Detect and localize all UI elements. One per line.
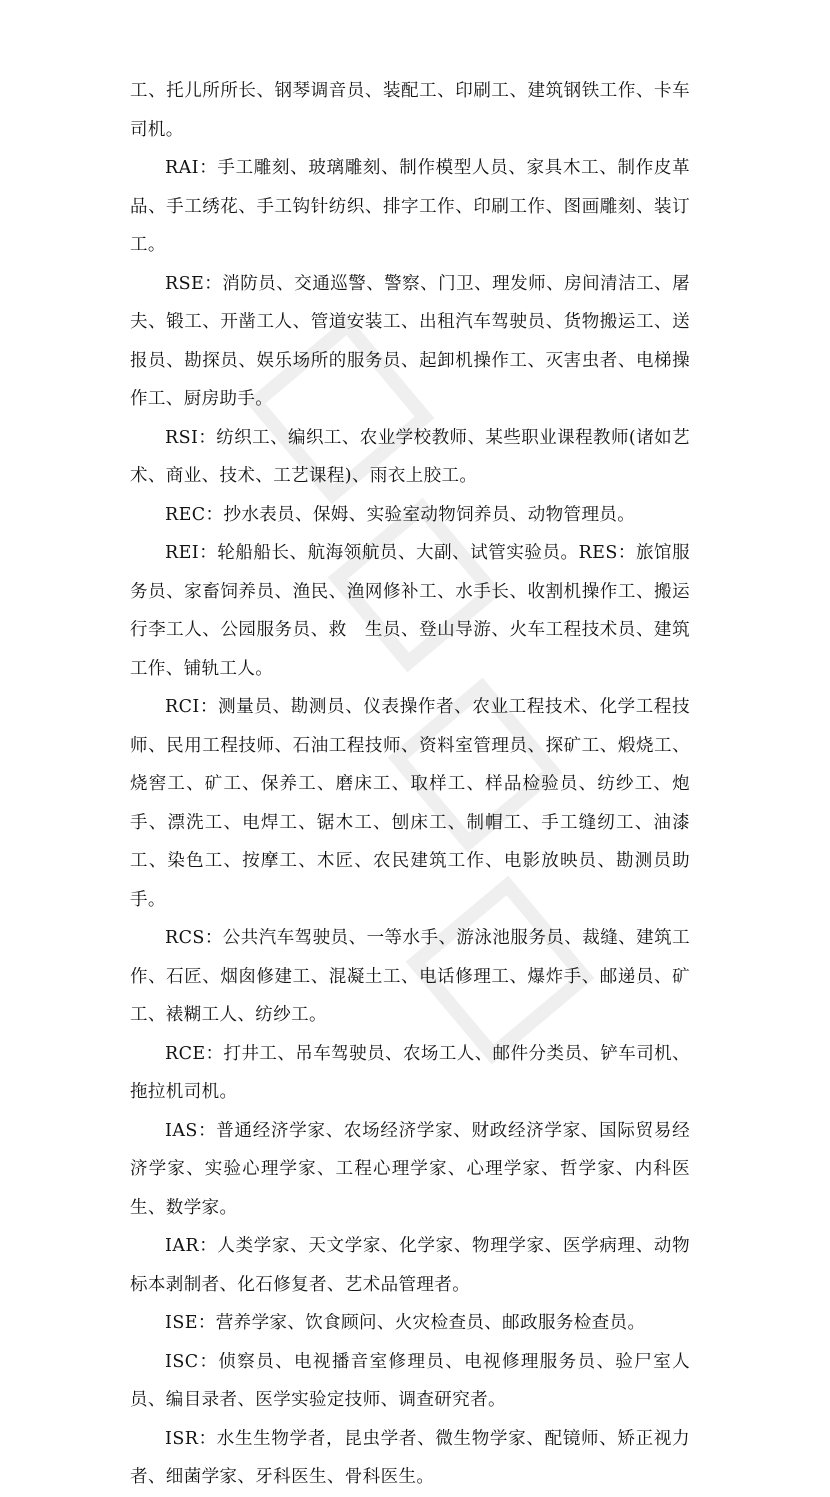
paragraph-continuation: 工、托儿所所长、钢琴调音员、装配工、印刷工、建筑钢铁工作、卡车司机。 (130, 81, 690, 140)
paragraph-rci: RCI：测量员、勘测员、仪表操作者、农业工程技术、化学工程技师、民用工程技师、石油工程技师、资料室管理员、探矿工、煅烧工、烧窖工、矿工、保养工、磨床工、取样工、样品检验员、纺纱工、炮手、漂洗工、电焊工、锯木工、刨床工、制帽工、手工缝纫工、油漆工、染色工、按摩工、木匠、农民建筑工作、电影放映员、勘测员助手。 (130, 697, 690, 910)
paragraph-rse: RSE：消防员、交通巡警、警察、门卫、理发师、房间清洁工、屠夫、锻工、开凿工人、管道安装工、出租汽车驾驶员、货物搬运工、送报员、勘探员、娱乐场所的服务员、起卸机操作工、灭害虫者、电梯操作工、厨房助手。 (130, 273, 690, 409)
paragraph-rei-res: REI：轮船船长、航海领航员、大副、试管实验员。RES：旅馆服务员、家畜饲养员、渔民、渔网修补工、水手长、收割机操作工、搬运行李工人、公园服务员、救 生员、登山导游、火车工程技术员、建筑工作、铺轨工人。 (130, 543, 690, 679)
paragraph-isc: ISC：侦察员、电视播音室修理员、电视修理服务员、验尸室人员、编目录者、医学实验定技师、调查研究者。 (130, 1351, 690, 1410)
paragraph-rai: RAI：手工雕刻、玻璃雕刻、制作模型人员、家具木工、制作皮革品、手工绣花、手工钩针纺织、排字工作、印刷工作、图画雕刻、装订工。 (130, 158, 690, 255)
paragraph-ise: ISE：营养学家、饮食顾问、火灾检查员、邮政服务检查员。 (165, 1313, 646, 1333)
paragraph-rcs: RCS：公共汽车驾驶员、一等水手、游泳池服务员、裁缝、建筑工作、石匠、烟囱修建工、混凝土工、电话修理工、爆炸手、邮递员、矿工、裱糊工人、纺纱工。 (130, 928, 690, 1025)
paragraph-rce: RCE：打井工、吊车驾驶员、农场工人、邮件分类员、铲车司机、拖拉机司机。 (130, 1043, 690, 1102)
document-body (130, 72, 690, 1497)
paragraph-rec: REC：抄水表员、保姆、实验室动物饲养员、动物管理员。 (165, 504, 636, 525)
paragraph-iar: IAR：人类学家、天文学家、化学家、物理学家、医学病理、动物标本剥制者、化石修复者、艺术品管理者。 (130, 1236, 690, 1295)
paragraph-ias: IAS：普通经济学家、农场经济学家、财政经济学家、国际贸易经济学家、实验心理学家、工程心理学家、心理学家、哲学家、内科医生、数学家。 (130, 1120, 690, 1218)
paragraph-rsi: RSI：纺织工、编织工、农业学校教师、某些职业课程教师(诸如艺术、商业、技术、工艺课程)、雨衣上胶工。 (130, 427, 690, 486)
paragraph-isr: ISR：水生生物学者，昆虫学者、微生物学家、配镜师、矫正视力者、细菌学家、牙科医生、骨科医生。 (130, 1428, 690, 1487)
